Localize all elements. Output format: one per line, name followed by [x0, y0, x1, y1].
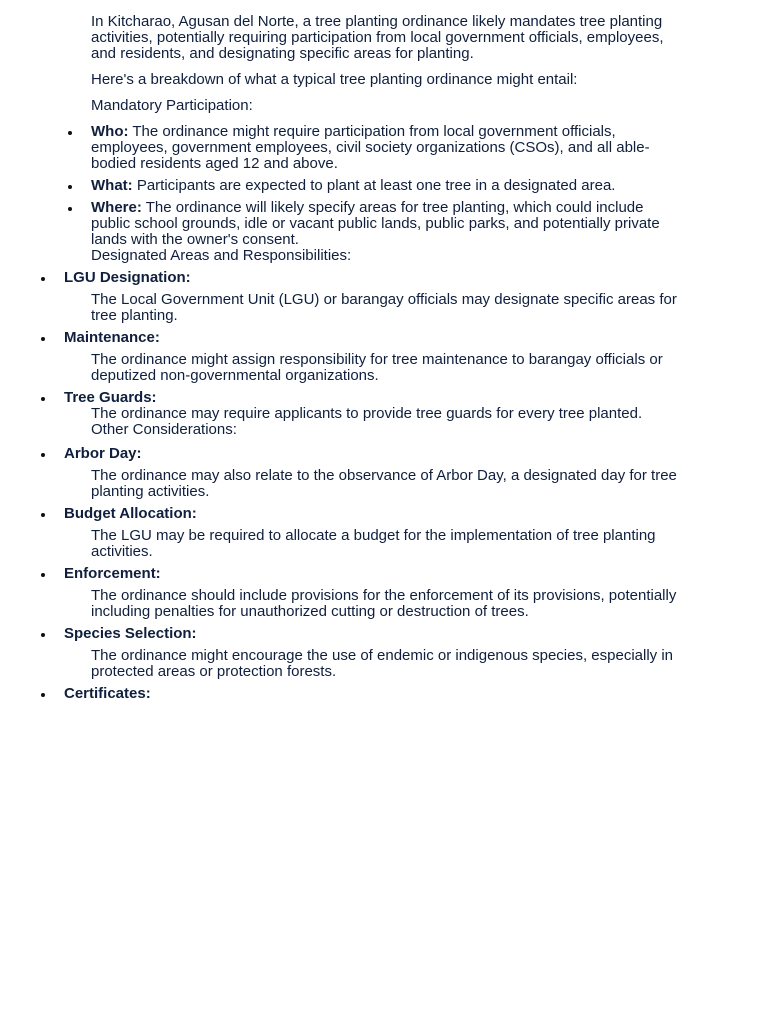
where-text: The ordinance will likely specify areas for tree planting, which could include public school grounds, idle or vacant public lands, public parks, and potentially private lands with the owner's consent. — [91, 199, 660, 248]
list-item — [0, 178, 681, 194]
lgu-designation-text: The Local Government Unit (LGU) or barangay officials may designate specific areas for tree planting. — [91, 291, 677, 324]
list-item — [0, 566, 684, 620]
species-selection-label: Species Selection: — [64, 625, 197, 642]
budget-allocation-text: The LGU may be required to allocate a budget for the implementation of tree planting activities. — [91, 527, 656, 560]
intro-paragraph: In Kitcharao, Agusan del Norte, a tree planting ordinance likely mandates tree planting activities, potentially requiring participation from local government officials, employees, and residents, and designating specific areas for planting. — [91, 13, 664, 62]
list-item — [0, 390, 684, 438]
budget-allocation-label: Budget Allocation: — [64, 505, 197, 522]
arbor-day-text: The ordinance may also relate to the observance of Arbor Day, a designated day for tree planting activities. — [91, 467, 677, 500]
maintenance-label: Maintenance: — [64, 329, 160, 346]
where-label: Where: — [91, 199, 142, 216]
participation-list — [0, 124, 768, 264]
breakdown-intro: Here's a breakdown of what a typical tree planting ordinance might entail: — [91, 71, 578, 88]
list-item — [0, 686, 684, 702]
certificates-label: Certificates: — [64, 685, 151, 702]
list-item — [0, 330, 684, 384]
list-item — [0, 626, 684, 680]
other-heading: Other Considerations: — [91, 421, 237, 438]
tree-guards-label: Tree Guards: — [64, 389, 157, 406]
species-selection-text: The ordinance might encourage the use of endemic or indigenous species, especially in protected areas or protection forests. — [91, 647, 674, 680]
list-item — [0, 200, 681, 264]
lgu-designation-label: LGU Designation: — [64, 269, 191, 286]
designated-heading: Designated Areas and Responsibilities: — [91, 247, 352, 264]
what-text: Participants are expected to plant at least one tree in a designated area. — [132, 177, 616, 194]
who-text: The ordinance might require participation from local government officials, employees, government employees, civil society organizations (CSOs), and all able-bodied residents aged 12 and above. — [91, 123, 650, 172]
enforcement-label: Enforcement: — [64, 565, 161, 582]
tree-guards-text: The ordinance may require applicants to provide tree guards for every tree planted. — [91, 405, 643, 422]
who-label: Who: — [91, 123, 129, 140]
arbor-day-label: Arbor Day: — [64, 445, 142, 462]
document-body — [0, 14, 768, 702]
responsibilities-list — [0, 270, 768, 438]
list-item — [0, 124, 681, 172]
maintenance-text: The ordinance might assign responsibility for tree maintenance to barangay officials or deputized non-governmental organizations. — [91, 351, 663, 384]
what-label: What: — [91, 177, 133, 194]
list-item — [0, 270, 684, 324]
mandatory-heading: Mandatory Participation: — [91, 97, 253, 114]
enforcement-text: The ordinance should include provisions for the enforcement of its provisions, potentially including penalties for unauthorized cutting or destruction of trees. — [91, 587, 677, 620]
considerations-list — [0, 446, 768, 702]
list-item — [0, 446, 684, 500]
list-item — [0, 506, 684, 560]
